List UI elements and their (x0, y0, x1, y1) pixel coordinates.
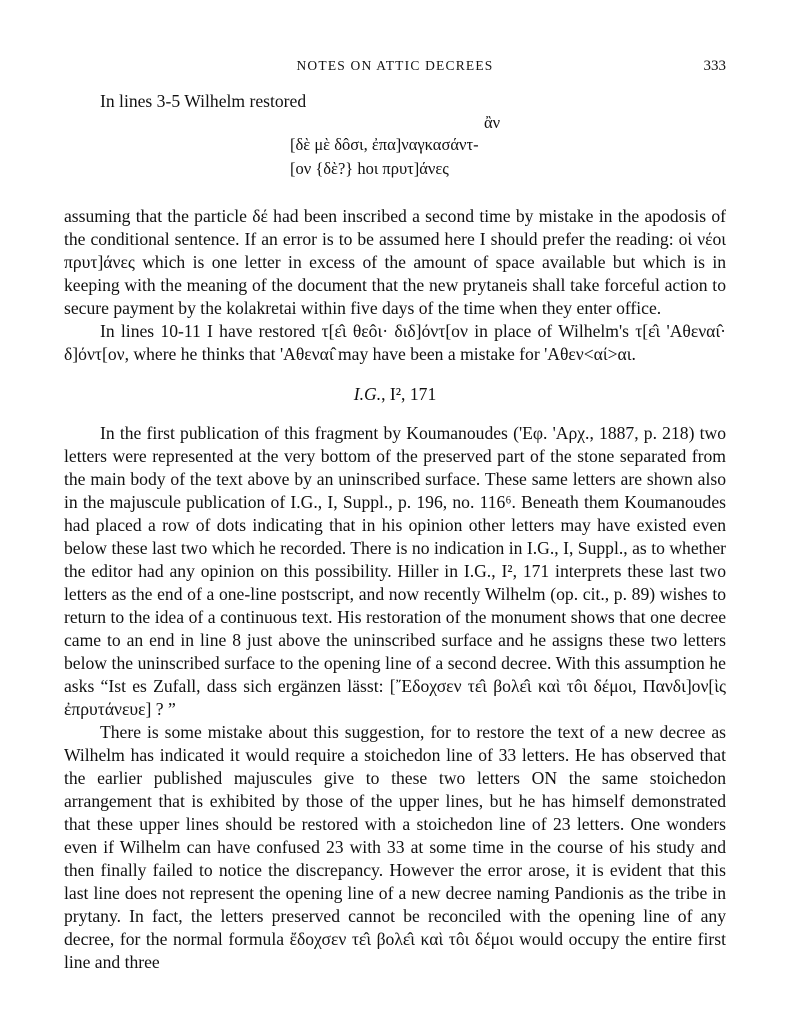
page-number: 333 (703, 58, 726, 74)
greek-line-2: [δὲ μὲ δôσι, ἐπα]ναγκασάντ- (290, 135, 479, 154)
section-heading-title: I.G. (353, 384, 382, 404)
running-header (64, 56, 726, 80)
section-paragraph-2: There is some mistake about this suggestion, for to restore the text of a new decree as Wilhelm has indicated it would require a stoichedon line of 33 letters. He has observed that the earlier published majuscules give to these two letters ON the same stoichedon arrangement that is exhibited by those of the upper lines, but he has himself demonstrated that these upper lines should be restored with a stoichedon line of 23 letters. One wonders even if Wilhelm can have confused 23 with 33 at some time in the course of his study and then finally failed to notice the discrepancy. However the error arose, it is evident that this last line does not represent the opening line of a new decree naming Pandionis as the tribe in prytany. In fact, the letters preserved cannot be reconciled with the opening line of any decree, for the normal formula ἔδοχσεν τε̂ι βολε̂ι καὶ τôι δέμοι would occupy the entire first line and three (64, 722, 726, 972)
greek-line-1: ἂν (484, 113, 501, 132)
page (64, 56, 726, 974)
greek-line-3: [ον {δὲ?} hoι πρυτ]άνες (290, 159, 449, 178)
running-title: NOTES ON ATTIC DECREES (296, 58, 494, 73)
section-heading-rest: , I², 171 (381, 384, 437, 404)
section-heading (64, 382, 726, 406)
paragraph-1: assuming that the particle δέ had been inscribed a second time by mistake in the apodosis of the conditional sentence. If an error is to be assumed here I should prefer the reading: οἱ νέοι πρυτ]άνες which is one letter in excess of the amount of space available but which is in keeping with the meaning of the document that the new prytaneis shall take forceful action to secure payment by the kolakretai within five days of the time when they enter office. (64, 206, 726, 318)
paragraph-2: In lines 10-11 I have restored τ[ε̂ι θεôι· διδ]όντ[ον in place of Wilhelm's τ[ε̂ι 'Αθεναι̂· δ]όντ[ον, where he thinks that 'Αθεναι̂ may have been a mistake for 'Αθεν<αί>αι. (64, 321, 726, 364)
greek-restoration-block (64, 113, 726, 195)
section-paragraph-1: In the first publication of this fragment by Koumanoudes ('Εφ. 'Αρχ., 1887, p. 218) two letters were represented at the very bottom of the preserved part of the stone separated from the main body of the text above by an uninscribed surface. These same letters are shown also in the majuscule publication of I.G., I, Suppl., p. 196, no. 116⁶. Beneath them Koumanoudes had placed a row of dots indicating that in his opinion other letters may have existed even below these last two which he recorded. There is no indication in I.G., I, Suppl., as to whether the editor had any opinion on this possibility. Hiller in I.G., I², 171 interprets these last two letters as the end of a one-line postscript, and now recently Wilhelm (op. cit., p. 89) wishes to return to the idea of a continuous text. His restoration of the monument shows that one decree came to an end in line 8 just above the uninscribed surface and he assigns these two letters below the uninscribed surface to the opening line of a second decree. With this assumption he asks “Ist es Zufall, dass sich ergänzen lässt: [῎Εδοχσεν τε̂ι βολε̂ι καὶ τôι δέμοι, Πανδι]ον[ὶς ἐπρυτάνευε] ? ” (64, 423, 726, 719)
intro-line: In lines 3-5 Wilhelm restored (100, 91, 307, 111)
